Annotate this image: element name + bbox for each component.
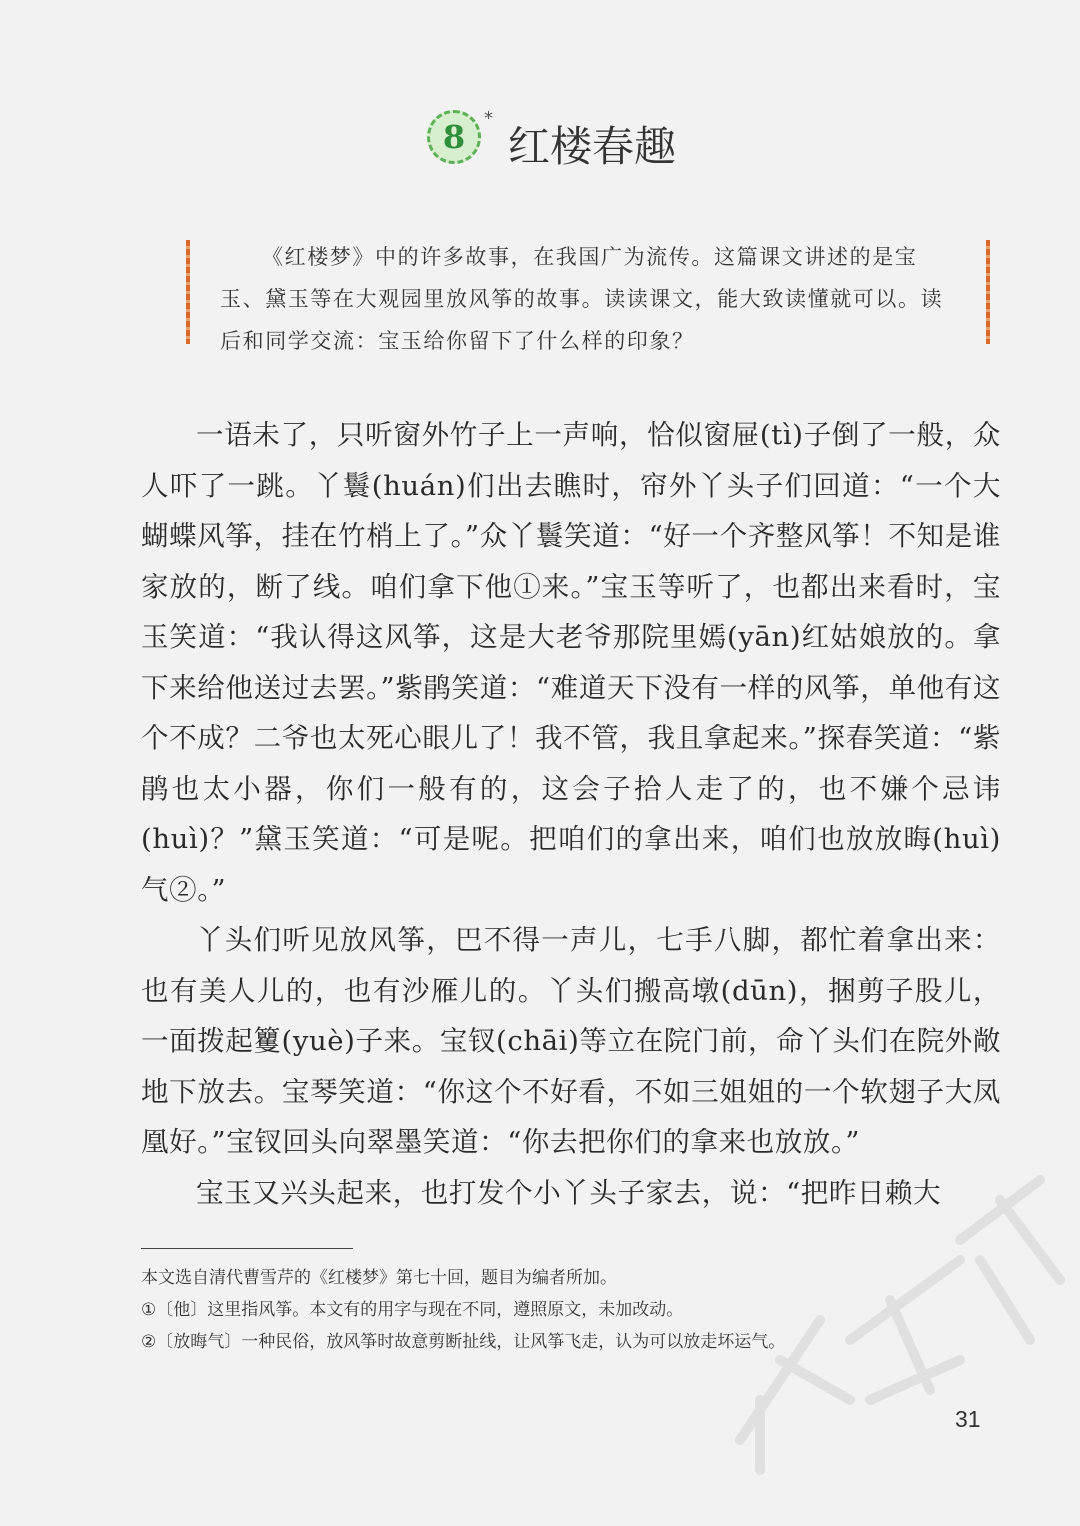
footnote-1: ①〔他〕这里指风筝。本文有的用字与现在不同，遵照原文，未加改动。 [141,1300,684,1320]
footnote-2: ②〔放晦气〕一种民俗，放风筝时故意剪断扯线，让风筝飞走，认为可以放走坏运气。 [141,1332,786,1352]
watermark-logo [700,1140,1080,1480]
lesson-title: 红楼春趣 [508,122,677,171]
intro-text: 《红楼梦》中的许多故事，在我国广为流传。这篇课文讲述的是宝玉、黛玉等在大观园里放风筝的故事。读读课文，能大致读懂就可以。读后和同学交流：宝玉给你留下了什么样的印象？ [220,245,944,353]
lesson-number-badge [427,110,481,164]
footnote-source: 本文选自清代曹雪芹的《红楼梦》第七十回，题目为编者所加。 [141,1268,617,1288]
lesson-marker: * [484,108,493,129]
intro-bar-left [186,240,190,344]
lesson-number: 8 [442,118,466,156]
footnote-divider [141,1248,353,1249]
lesson-header [0,108,1080,174]
intro-bar-right [986,240,990,344]
intro-box [186,232,990,353]
page-number: 31 [955,1406,981,1432]
body-paragraph-1: 一语未了，只听窗外竹子上一声响，恰似窗屉(tì)子倒了一般，众人吓了一跳。丫鬟(huán)们出去瞧时，帘外丫头子们回道：“一个大蝴蝶风筝，挂在竹梢上了。”众丫鬟笑道：“好一个齐整风筝！不知是谁家放的，断了线。咱们拿下他①来。”宝玉等听了，也都出来看时，宝玉笑道：“我认得这风筝，这是大老爷那院里嫣(yān)红姑娘放的。拿下来给他送过去罢。”紫鹃笑道：“难道天下没有一样的风筝，单他有这个不成？二爷也太死心眼儿了！我不管，我且拿起来。”探春笑道：“紫鹃也太小器，你们一般有的，这会子拾人走了的，也不嫌个忌讳(huì)？”黛玉笑道：“可是呢。把咱们的拿出来，咱们也放放晦(huì)气②。” [141,419,1001,906]
body-paragraph-2: 丫头们听见放风筝，巴不得一声儿，七手八脚，都忙着拿出来：也有美人儿的，也有沙雁儿的。丫头们搬高墩(dūn)，捆剪子股儿，一面拨起籰(yuè)子来。宝钗(chāi)等立在院门前，命丫头们在院外敞地下放去。宝琴笑道：“你这个不好看，不如三姐姐的一个软翅子大凤凰好。”宝钗回头向翠墨笑道：“你去把你们的拿来也放放。” [141,924,1001,1158]
body-paragraph-3: 宝玉又兴头起来，也打发个小丫头子家去，说：“把昨日赖大 [196,1176,942,1209]
body-text [141,410,1001,1218]
